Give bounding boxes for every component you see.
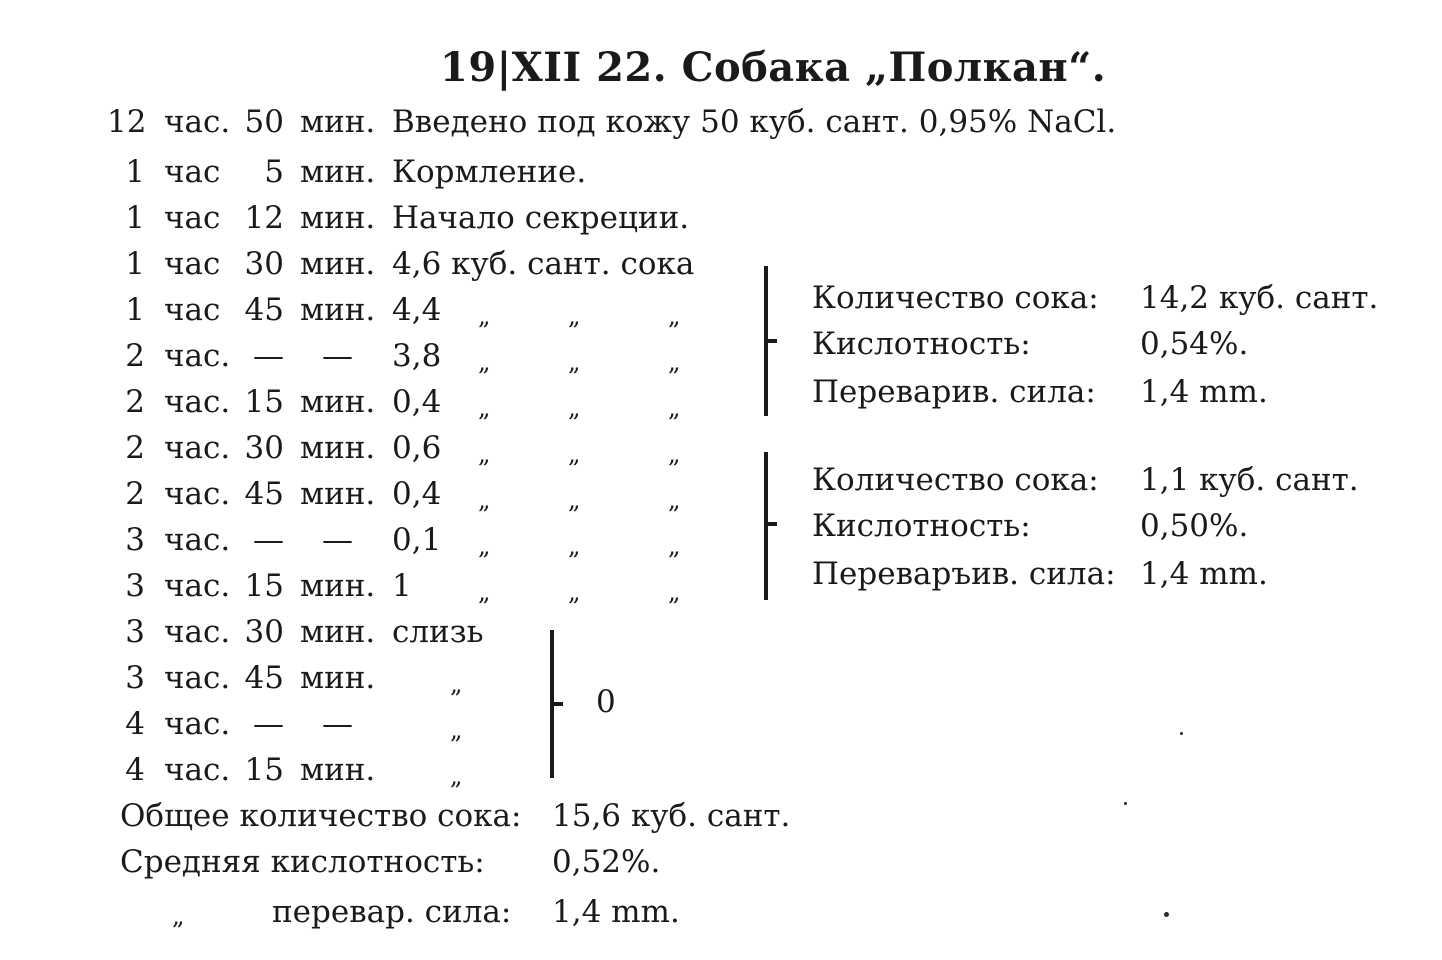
ditto-mark: „ <box>568 486 581 514</box>
qty-value: 1,1 куб. сант. <box>1140 462 1359 498</box>
minute-unit: — <box>322 338 353 374</box>
scan-speck <box>1180 732 1183 735</box>
ditto-mark: „ <box>478 440 491 468</box>
minute: 45 <box>244 292 284 328</box>
hour: 1 <box>125 154 145 190</box>
minute-unit: мин. <box>300 476 376 512</box>
hour-unit: час <box>164 200 221 236</box>
ditto-mark: „ <box>668 486 681 514</box>
hour-unit: час. <box>164 338 231 374</box>
group1-acid-line <box>0 326 1442 372</box>
minute: 30 <box>244 614 284 650</box>
minute: 15 <box>244 568 284 604</box>
ditto-mark: „ <box>478 532 491 560</box>
entry-text: 3,8 <box>392 338 442 374</box>
hour-unit: час. <box>164 384 231 420</box>
minute: 45 <box>244 660 284 696</box>
ditto-mark: „ <box>568 578 581 606</box>
dig-label: Переварив. сила: <box>812 374 1096 410</box>
group2-qty-line <box>0 462 1442 508</box>
hour: 2 <box>125 430 145 466</box>
ditto-mark: „ <box>668 532 681 560</box>
dig-value: 1,4 mm. <box>552 894 680 930</box>
ditto-mark: „ <box>668 394 681 422</box>
hour: 1 <box>125 246 145 282</box>
group1-qty-line <box>0 280 1442 326</box>
ditto-mark: „ <box>668 440 681 468</box>
ditto-mark: „ <box>568 302 581 330</box>
hour-unit: час <box>164 246 221 282</box>
acid-value: 0,50%. <box>1140 508 1249 544</box>
dig-label: Переваръив. сила: <box>812 556 1116 592</box>
ditto-mark: „ <box>568 394 581 422</box>
minute: 50 <box>244 104 284 140</box>
hour-unit: час. <box>164 660 231 696</box>
minute-unit: мин. <box>300 154 376 190</box>
hour: 4 <box>125 706 145 742</box>
qty-label: Количество сока: <box>812 462 1099 498</box>
hour: 3 <box>125 568 145 604</box>
ditto-mark: „ <box>172 902 185 930</box>
acid-label: Кислотность: <box>812 508 1031 544</box>
group1-dig-line <box>0 374 1442 420</box>
acid-label: Кислотность: <box>812 326 1031 362</box>
avg-acid-label: Средняя кислотность: <box>120 844 485 880</box>
minute-unit: — <box>322 706 353 742</box>
minute-unit: мин. <box>300 200 376 236</box>
ditto-mark: „ <box>568 348 581 376</box>
ditto-mark: „ <box>478 302 491 330</box>
hour-unit: час. <box>164 430 231 466</box>
entry-text: 0,4 <box>392 384 442 420</box>
hour: 2 <box>125 476 145 512</box>
hour: 12 <box>107 104 147 140</box>
hour: 3 <box>125 660 145 696</box>
ditto-mark: „ <box>478 578 491 606</box>
group2-acid-line <box>0 508 1442 554</box>
hour-unit: час. <box>164 614 231 650</box>
ditto-mark: „ <box>668 302 681 330</box>
ditto-mark: „ <box>450 762 463 790</box>
qty-value: 14,2 куб. сант. <box>1140 280 1379 316</box>
entry-text: 0,1 <box>392 522 442 558</box>
dig-value: 1,4 mm. <box>1140 374 1268 410</box>
minute-unit: мин. <box>300 752 376 788</box>
minute: — <box>253 522 284 558</box>
total-line <box>0 798 1442 844</box>
hour-unit: час. <box>164 568 231 604</box>
dig-label: перевар. сила: <box>272 894 512 930</box>
hour: 3 <box>125 614 145 650</box>
page-title: 19|XII 22. Собака „Полкан“. <box>440 44 1107 91</box>
ditto-mark: „ <box>450 670 463 698</box>
hour: 1 <box>125 292 145 328</box>
hour-unit: час. <box>164 706 231 742</box>
hour: 1 <box>125 200 145 236</box>
minute-unit: мин. <box>300 246 376 282</box>
hour-unit: час. <box>164 104 231 140</box>
hour: 2 <box>125 384 145 420</box>
minute: 12 <box>244 200 284 236</box>
minute: 30 <box>244 430 284 466</box>
ditto-mark: „ <box>478 394 491 422</box>
dig-value: 1,4 mm. <box>1140 556 1268 592</box>
group3-value: 0 <box>596 684 616 720</box>
hour: 3 <box>125 522 145 558</box>
minute-unit: мин. <box>300 104 376 140</box>
minute: — <box>253 338 284 374</box>
ditto-mark: „ <box>568 532 581 560</box>
avg-acid-value: 0,52%. <box>552 844 661 880</box>
total-value: 15,6 куб. сант. <box>552 798 791 834</box>
hour-unit: час <box>164 292 221 328</box>
group3-brace-nub <box>554 702 563 706</box>
minute: 30 <box>244 246 284 282</box>
hour-unit: час. <box>164 522 231 558</box>
hour-unit: час <box>164 154 221 190</box>
entry-text: Кормление. <box>392 154 587 190</box>
avg-dig-line <box>0 894 1442 940</box>
entry-text: Введено под кожу 50 куб. сант. 0,95% NaCl. <box>392 104 1117 140</box>
minute: 15 <box>244 384 284 420</box>
minute: 5 <box>264 154 284 190</box>
minute-unit: мин. <box>300 614 376 650</box>
entry-text: 4,4 <box>392 292 442 328</box>
ditto-mark: „ <box>478 348 491 376</box>
ditto-mark: „ <box>668 348 681 376</box>
minute-unit: мин. <box>300 384 376 420</box>
qty-label: Количество сока: <box>812 280 1099 316</box>
hour: 2 <box>125 338 145 374</box>
minute-unit: мин. <box>300 292 376 328</box>
minute-unit: мин. <box>300 660 376 696</box>
minute: 15 <box>244 752 284 788</box>
ditto-mark: „ <box>450 716 463 744</box>
minute: — <box>253 706 284 742</box>
total-label: Общее количество сока: <box>120 798 522 834</box>
minute-unit: — <box>322 522 353 558</box>
entry-text: 1 <box>392 568 412 604</box>
group2-dig-line <box>0 556 1442 602</box>
entry-text: 4,6 куб. сант. сока <box>392 246 695 282</box>
minute-unit: мин. <box>300 568 376 604</box>
hour: 4 <box>125 752 145 788</box>
minute: 45 <box>244 476 284 512</box>
hour-unit: час. <box>164 752 231 788</box>
acid-value: 0,54%. <box>1140 326 1249 362</box>
hour-unit: час. <box>164 476 231 512</box>
entry-text: 0,6 <box>392 430 442 466</box>
ditto-mark: „ <box>568 440 581 468</box>
minute-unit: мин. <box>300 430 376 466</box>
ditto-mark: „ <box>478 486 491 514</box>
entry-text: слизь <box>392 614 484 650</box>
scan-speck <box>1124 802 1127 805</box>
avg-acid-line <box>0 844 1442 890</box>
scan-speck <box>1164 912 1169 917</box>
ditto-mark: „ <box>668 578 681 606</box>
entry-text: 0,4 <box>392 476 442 512</box>
entry-text: Начало секреции. <box>392 200 690 236</box>
